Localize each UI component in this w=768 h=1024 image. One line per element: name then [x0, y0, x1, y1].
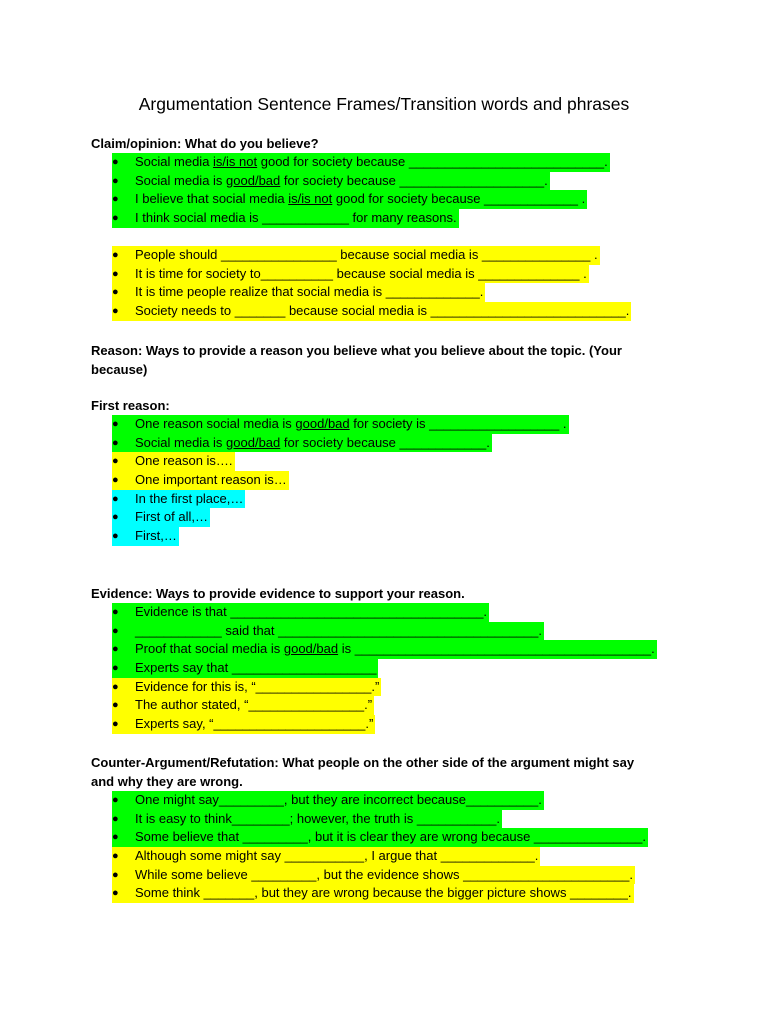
bullet-icon: ●	[112, 640, 135, 659]
list-item	[112, 153, 610, 172]
bullet-icon: ●	[112, 153, 135, 172]
bullet-icon: ●	[112, 696, 135, 715]
sentence-frame: The author stated, “________________.”	[135, 696, 374, 715]
sentence-frame: Social media is good/bad for society because ____________.	[135, 434, 492, 453]
list-item	[112, 640, 657, 659]
list-item	[112, 490, 569, 509]
evidence-heading: Evidence: Ways to provide evidence to support your reason.	[91, 586, 465, 601]
sentence-frame: ____________ said that ____________________________________.	[135, 622, 544, 641]
bullet-icon: ●	[112, 283, 135, 302]
list-item	[112, 415, 569, 434]
bullet-icon: ●	[112, 209, 135, 228]
bullet-icon: ●	[112, 190, 135, 209]
counter-heading-line1: Counter-Argument/Refutation: What people on the other side of the argument might say	[91, 755, 635, 770]
sentence-frame: While some believe _________, but the evidence shows _______________________.	[135, 866, 635, 885]
bullet-icon: ●	[112, 471, 135, 490]
sentence-frame: It is easy to think________; however, the truth is ___________.	[135, 810, 502, 829]
bullet-icon: ●	[112, 603, 135, 622]
claim-heading: Claim/opinion: What do you believe?	[91, 136, 319, 151]
reason-heading-line1: Reason: Ways to provide a reason you believe what you believe about the topic. (Your	[91, 343, 622, 358]
bullet-icon: ●	[112, 434, 135, 453]
sentence-frame: Experts say, “_____________________.”	[135, 715, 375, 734]
claim-list-2	[112, 246, 631, 321]
counter-heading	[91, 753, 681, 791]
bullet-icon: ●	[112, 866, 135, 885]
bullet-icon: ●	[112, 452, 135, 471]
sentence-frame: It is time people realize that social media is _____________.	[135, 283, 485, 302]
list-item	[112, 622, 657, 641]
bullet-icon: ●	[112, 791, 135, 810]
sentence-frame: Some think _______, but they are wrong because the bigger picture shows ________.	[135, 884, 634, 903]
page-title: Argumentation Sentence Frames/Transition words and phrases	[138, 94, 630, 114]
counter-heading-line2: and why they are wrong.	[91, 774, 243, 789]
sentence-frame: Although some might say ___________, I argue that _____________.	[135, 847, 540, 866]
list-item	[112, 828, 648, 847]
list-item	[112, 246, 631, 265]
list-item	[112, 847, 648, 866]
list-item	[112, 302, 631, 321]
sentence-frame: Some believe that _________, but it is clear they are wrong because _______________.	[135, 828, 648, 847]
bullet-icon: ●	[112, 659, 135, 678]
bullet-icon: ●	[112, 172, 135, 191]
sentence-frame: Society needs to _______ because social media is ___________________________.	[135, 302, 631, 321]
counter-list	[112, 791, 648, 903]
sentence-frame: Social media is good/bad for society because ____________________.	[135, 172, 550, 191]
list-item	[112, 715, 657, 734]
list-item	[112, 209, 610, 228]
sentence-frame: It is time for society to__________ because social media is ______________ .	[135, 265, 589, 284]
list-item	[112, 866, 648, 885]
first-reason-heading: First reason:	[91, 398, 170, 413]
list-item	[112, 678, 657, 697]
sentence-frame: Evidence is that ___________________________________.	[135, 603, 489, 622]
sentence-frame: I believe that social media is/is not good for society because _____________ .	[135, 190, 587, 209]
sentence-frame: I think social media is ____________ for many reasons.	[135, 209, 459, 228]
bullet-icon: ●	[112, 715, 135, 734]
sentence-frame: Proof that social media is good/bad is _________________________________________.	[135, 640, 657, 659]
sentence-frame: First,…	[135, 527, 179, 546]
bullet-icon: ●	[112, 810, 135, 829]
list-item	[112, 172, 610, 191]
bullet-icon: ●	[112, 508, 135, 527]
list-item	[112, 603, 657, 622]
bullet-icon: ●	[112, 622, 135, 641]
sentence-frame: Social media is/is not good for society because ___________________________.	[135, 153, 610, 172]
list-item	[112, 884, 648, 903]
sentence-frame: Evidence for this is, “________________.”	[135, 678, 381, 697]
list-item	[112, 452, 569, 471]
bullet-icon: ●	[112, 246, 135, 265]
list-item	[112, 190, 610, 209]
sentence-frame: People should ________________ because social media is _______________ .	[135, 246, 600, 265]
bullet-icon: ●	[112, 884, 135, 903]
reason-heading	[91, 341, 681, 379]
list-item	[112, 791, 648, 810]
sentence-frame: Experts say that ____________________	[135, 659, 378, 678]
list-item	[112, 659, 657, 678]
sentence-frame: In the first place,…	[135, 490, 245, 509]
sentence-frame: One might say_________, but they are incorrect because__________.	[135, 791, 544, 810]
bullet-icon: ●	[112, 847, 135, 866]
bullet-icon: ●	[112, 527, 135, 546]
bullet-icon: ●	[112, 415, 135, 434]
sentence-frame: One reason social media is good/bad for society is __________________ .	[135, 415, 569, 434]
list-item	[112, 810, 648, 829]
bullet-icon: ●	[112, 828, 135, 847]
list-item	[112, 283, 631, 302]
bullet-icon: ●	[112, 678, 135, 697]
bullet-icon: ●	[112, 490, 135, 509]
bullet-icon: ●	[112, 302, 135, 321]
evidence-list	[112, 603, 657, 734]
list-item	[112, 471, 569, 490]
sentence-frame: One reason is….	[135, 452, 235, 471]
bullet-icon: ●	[112, 265, 135, 284]
sentence-frame: First of all,…	[135, 508, 210, 527]
list-item	[112, 265, 631, 284]
reason-list	[112, 415, 569, 546]
list-item	[112, 527, 569, 546]
list-item	[112, 696, 657, 715]
reason-heading-line2: because)	[91, 362, 148, 377]
list-item	[112, 508, 569, 527]
sentence-frame: One important reason is…	[135, 471, 289, 490]
claim-list	[112, 153, 610, 228]
list-item	[112, 434, 569, 453]
